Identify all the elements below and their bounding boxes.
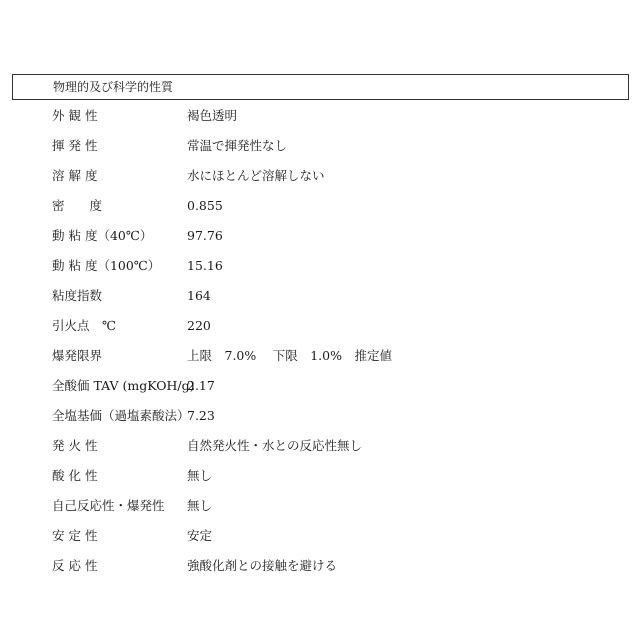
property-value: 97.76	[187, 228, 223, 243]
property-label: 引火点 ℃	[52, 318, 116, 333]
property-row-stability	[0, 526, 640, 546]
property-value: 7.23	[187, 408, 215, 423]
property-row-appearance	[0, 106, 640, 126]
property-label: 溶 解 度	[52, 168, 98, 183]
property-row-density	[0, 196, 640, 216]
property-row-oxidizing	[0, 466, 640, 486]
property-label: 動 粘 度（40℃）	[52, 228, 153, 243]
property-value: 褐色透明	[187, 108, 238, 123]
property-label: 全酸価 TAV (mgKOH/g)	[52, 378, 195, 393]
property-value: 2.17	[187, 378, 215, 393]
property-row-volatility	[0, 136, 640, 156]
property-label: 全塩基価（過塩素酸法）	[52, 408, 190, 423]
property-row-ignitability	[0, 436, 640, 456]
property-label: 外 観 性	[52, 108, 98, 123]
property-row-viscosity-100	[0, 256, 640, 276]
property-row-total-acid-value	[0, 376, 640, 396]
property-label: 粘度指数	[52, 288, 103, 303]
property-label: 揮 発 性	[52, 138, 98, 153]
property-label: 酸 化 性	[52, 468, 98, 483]
property-row-reactivity	[0, 556, 640, 576]
property-label: 反 応 性	[52, 558, 98, 573]
property-label: 爆発限界	[52, 348, 103, 363]
property-value: 164	[187, 288, 211, 303]
section-title: 物理的及び科学的性質	[53, 80, 174, 94]
property-label: 安 定 性	[52, 528, 98, 543]
property-value: 0.855	[187, 198, 223, 213]
property-row-solubility	[0, 166, 640, 186]
property-value: 220	[187, 318, 211, 333]
property-value: 強酸化剤との接触を避ける	[187, 558, 338, 573]
property-label: 密 度	[52, 198, 103, 213]
property-value: 自然発火性・水との反応性無し	[187, 438, 363, 453]
property-value: 上限 7.0% 下限 1.0% 推定値	[187, 348, 392, 363]
property-row-self-reactivity	[0, 496, 640, 516]
property-value: 無し	[187, 468, 213, 483]
property-label: 動 粘 度（100℃）	[52, 258, 161, 273]
property-value: 常温で揮発性なし	[187, 138, 288, 153]
property-row-total-base-number	[0, 406, 640, 426]
property-label: 発 火 性	[52, 438, 98, 453]
property-row-viscosity-index	[0, 286, 640, 306]
property-value: 水にほとんど溶解しない	[187, 168, 325, 183]
property-value: 15.16	[187, 258, 223, 273]
property-row-explosion-limit	[0, 346, 640, 366]
property-value: 無し	[187, 498, 213, 513]
property-row-flash-point	[0, 316, 640, 336]
property-value: 安定	[187, 528, 213, 543]
property-label: 自己反応性・爆発性	[52, 498, 165, 513]
property-row-viscosity-40	[0, 226, 640, 246]
